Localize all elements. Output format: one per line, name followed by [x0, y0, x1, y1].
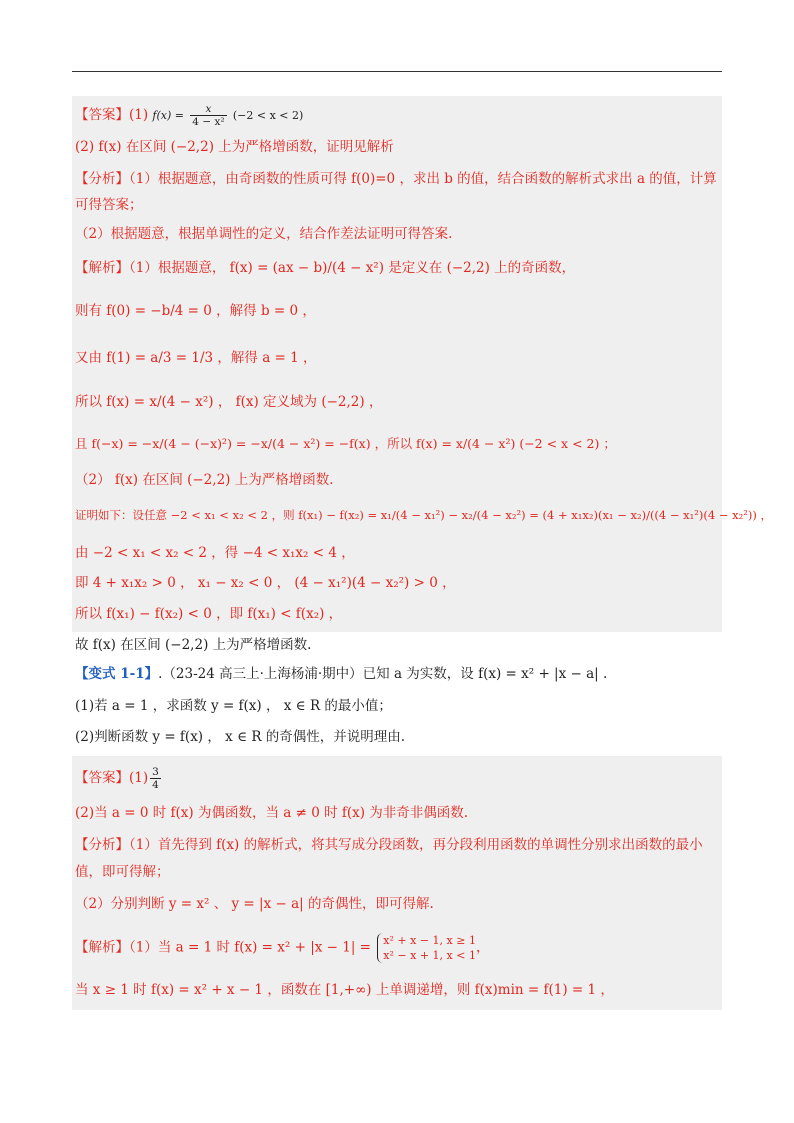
variant-analysis-1a: 【分析】（1）首先得到 f(x) 的解析式，将其写成分段函数，再分段利用函数的单调性分别求出函数的最小 [75, 837, 703, 853]
ex1-solution-11: 故 f(x) 在区间 (−2,2) 上为严格增函数. [75, 637, 312, 653]
ex1-solution-10: 所以 f(x₁) − f(x₂) < 0 ，即 f(x₁) < f(x₂) ， [75, 606, 343, 622]
ex1-solution-8: 由 −2 < x₁ < x₂ < 2 ，得 −4 < x₁x₂ < 4 ， [75, 545, 355, 561]
variant-answer-2: (2)当 a = 0 时 f(x) 为偶函数，当 a ≠ 0 时 f(x) 为非奇非偶函数. [75, 805, 469, 821]
ex1-analysis-1a: 【分析】（1）根据题意，由奇函数的性质可得 f(0)=0 ，求出 b 的值，结合函数的解析式求出 a 的值，计算 [75, 171, 717, 187]
ex1-answer-line: 【答案】(1) f(x) = $\frac{x}{\text{4 − x²}}$ (−2 < x < 2) [75, 103, 304, 128]
ex1-solution-2: 则有 f(0) = −b/4 = 0 ，解得 b = 0 ， [75, 303, 316, 319]
solution-tag: 【解析】 [75, 260, 129, 276]
variant-solution-2: 当 x ≥ 1 时 f(x) = x² + x − 1 ，函数在 [1,+∞) 上单调递增，则 f(x)min = f(1) = 1 ， [75, 982, 614, 998]
answer-tag: 【答案】 [75, 107, 129, 123]
variant-analysis-tag: 【分析】 [75, 837, 129, 853]
variant-title: 【变式 1-1】.（23-24 高三上·上海杨浦·期中）已知 a 为实数，设 f(x) = x² + |x − a| . [75, 666, 608, 682]
header-rule [72, 71, 722, 72]
variant-answer-line: 【答案】(1) $\frac{3}{4}$ [75, 766, 159, 791]
analysis-tag: 【分析】 [75, 171, 129, 187]
variant-tag: 【变式 1-1】 [75, 666, 159, 682]
variant-solution-tag: 【解析】 [75, 939, 129, 956]
piecewise-brace: x² + x − 1, x ≥ 1 x² − x + 1, x < 1 [377, 933, 476, 963]
ex1-solution-6: （2） f(x) 在区间 (−2,2) 上为严格增函数. [75, 472, 334, 488]
answer-block-2 [72, 756, 722, 1010]
ex1-answer-2: (2) f(x) 在区间 (−2,2) 上为严格增函数，证明见解析 [75, 139, 394, 155]
variant-answer-fraction: $\frac{3}{4}$ [152, 766, 159, 791]
ex1-solution-7: 证明如下：设任意 −2 < x₁ < x₂ < 2 ，则 f(x₁) − f(x₂) = x₁/(4 − x₁²) − x₂/(4 − x₂²) = (4 + x₁x₂)(x₁ − x₂)/((4 − x₁²)(4 − x₂²)) ， [75, 508, 772, 522]
ex1-solution-5: 且 f(−x) = −x/(4 − (−x)²) = −x/(4 − x²) = −f(x) ，所以 f(x) = x/(4 − x²) (−2 < x < 2) ； [75, 436, 616, 451]
answer-1-fraction: $\frac{x}{\text{4 − x²}}$ [192, 103, 225, 128]
ex1-analysis-1b: 可得答案； [75, 197, 143, 213]
ex1-analysis-2: （2）根据题意，根据单调性的定义，结合作差法证明可得答案. [75, 226, 453, 242]
variant-answer-tag: 【答案】 [75, 770, 129, 786]
variant-analysis-1b: 值，即可得解； [75, 864, 170, 880]
variant-q2: (2)判断函数 y = f(x) ， x ∈ R 的奇偶性，并说明理由. [75, 729, 406, 745]
ex1-solution-3: 又由 f(1) = a/3 = 1/3 ，解得 a = 1 ， [75, 350, 317, 366]
answer-1-formula: f(x) = [152, 109, 184, 122]
variant-solution-1: 【解析】（1）当 a = 1 时 f(x) = x² + |x − 1| = x² + x − 1, x ≥ 1 x² − x + 1, x < 1 ， [75, 934, 490, 962]
ex1-solution-4: 所以 f(x) = x/(4 − x²) ， f(x) 定义域为 (−2,2) ， [75, 394, 383, 410]
ex1-solution-1: 【解析】（1）根据题意， f(x) = (ax − b)/(4 − x²) 是定义在 (−2,2) 上的奇函数， [75, 260, 576, 276]
variant-q1: (1)若 a = 1 ，求函数 y = f(x) ， x ∈ R 的最小值； [75, 698, 392, 714]
variant-analysis-2: （2）分别判断 y = x² 、 y = |x − a| 的奇偶性，即可得解. [75, 896, 434, 912]
ex1-solution-9: 即 4 + x₁x₂ > 0 ， x₁ − x₂ < 0 ， (4 − x₁²)(4 − x₂²) > 0 ， [75, 575, 456, 591]
